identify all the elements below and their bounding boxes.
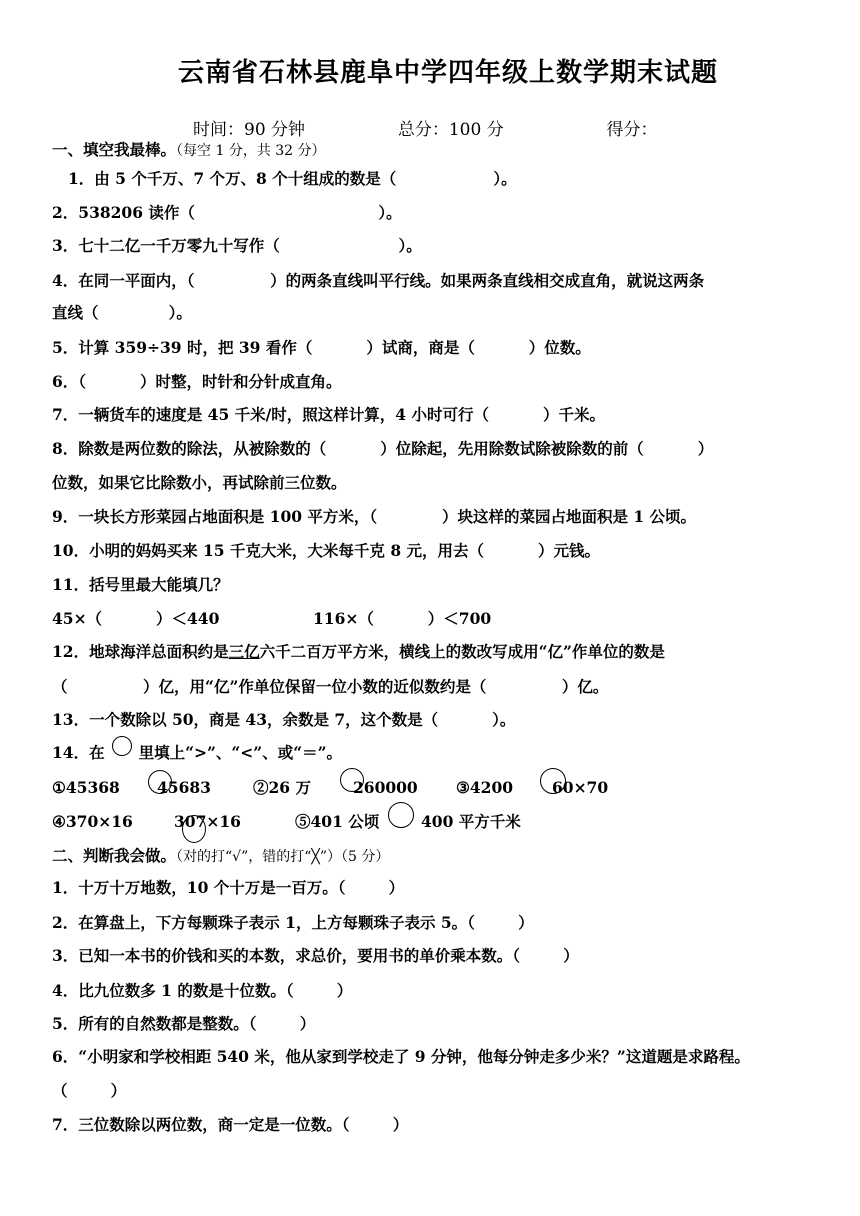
compare-3a: ③4200: [456, 778, 514, 797]
section2-note: （对的打“√”，错的打“╳”）（5 分）: [176, 849, 390, 865]
question-14-prefix: 14．在: [52, 743, 105, 762]
compare-1a: ①45368: [52, 778, 120, 797]
exam-title: 云南省石林县鹿阜中学四年级上数学期末试题: [177, 58, 718, 88]
question-12-prefix: 12．地球海洋总面积约是: [52, 642, 229, 661]
compare-3b: 60×70: [552, 778, 609, 797]
question-5: 5．计算 359÷39 时，把 39 看作（ ）试商，商是（ ）位数。: [52, 338, 591, 357]
judge-6-line-1: 6．“小明家和学校相距 540 米，他从家到学校走了 9 分钟，他每分钟走多少米？”这道题是求路程。: [52, 1047, 750, 1066]
section1-heading: 一、填空我最棒。: [52, 140, 177, 159]
question-10: 10．小明的妈妈买来 15 千克大米，大米每千克 8 元，用去（ ）元钱。: [52, 541, 600, 560]
compare-1b: 45683: [157, 778, 211, 797]
question-8-line-1: 8．除数是两位数的除法，从被除数的（ ）位除起，先用除数试除被除数的前（ ）: [52, 439, 714, 458]
question-8-line-2: 位数，如果它比除数小，再试除前三位数。: [52, 473, 347, 492]
compare-2a: ②26 万: [253, 778, 311, 797]
question-7: 7．一辆货车的速度是 45 千米/时，照这样计算，4 小时可行（ ）千米。: [52, 405, 605, 424]
question-3: 3．七十二亿一千万零九十写作（ ）。: [52, 236, 422, 255]
compare-4a: ④370×16: [52, 812, 133, 831]
question-2: 2．538206 读作（ ）。: [52, 203, 402, 222]
judge-2: 2．在算盘上，下方每颗珠子表示 1，上方每颗珠子表示 5。（ ）: [52, 913, 534, 932]
exam-total-score: 总分：100 分: [397, 120, 504, 140]
judge-5: 5．所有的自然数都是整数。（ ）: [52, 1014, 316, 1033]
question-4-line-2: 直线（ ）。: [52, 303, 192, 322]
question-1: 1．由 5 个千万、7 个万、8 个十组成的数是（ ）。: [68, 169, 517, 188]
compare-circle-1-icon[interactable]: [148, 770, 172, 794]
compare-2b: 260000: [353, 778, 418, 797]
compare-4b: 307×16: [174, 812, 241, 831]
compare-circle-3-icon[interactable]: [540, 768, 566, 794]
question-9: 9．一块长方形菜园占地面积是 100 平方米，（ ）块这样的菜园占地面积是 1 公顷。: [52, 507, 697, 526]
question-14: [52, 743, 342, 763]
compare-circle-2-icon[interactable]: [340, 768, 364, 792]
compare-circle-4-icon[interactable]: [182, 815, 206, 843]
circle-example-icon: [112, 736, 132, 756]
section1-note: （每空 1 分，共 32 分）: [176, 143, 326, 159]
question-11-b: 116×（ ）＜700: [313, 609, 492, 628]
judge-3: 3．已知一本书的价钱和买的本数，求总价，要用书的单价乘本数。（ ）: [52, 946, 579, 965]
compare-5a: ⑤401 公顷: [295, 812, 380, 831]
exam-meta: [193, 115, 658, 140]
question-12-line-1: [52, 642, 665, 662]
question-12-line-2: （ ）亿，用“亿”作单位保留一位小数的近似数约是（ ）亿。: [52, 677, 609, 696]
question-6: 6．（ ）时整，时针和分针成直角。: [52, 372, 342, 391]
question-11-a: 45×（ ）＜440: [52, 609, 220, 628]
question-12-suffix: 六千二百万平方米，横线上的数改写成用“亿”作单位的数是: [259, 642, 665, 661]
question-14-suffix: 里填上“>”、“<”、或“＝”。: [138, 743, 343, 762]
judge-4: 4．比九位数多 1 的数是十位数。（ ）: [52, 981, 353, 1000]
judge-1: 1．十万十万地数，10 个十万是一百万。（ ）: [52, 878, 405, 897]
compare-circle-5-icon[interactable]: [388, 802, 414, 828]
section2-heading: 二、判断我会做。: [52, 846, 177, 865]
exam-score-field: 得分：: [606, 120, 658, 140]
question-13: 13．一个数除以 50，商是 43，余数是 7，这个数是（ ）。: [52, 710, 516, 729]
question-12-underlined-number: 三亿: [228, 642, 260, 661]
section1-heading-line: [52, 140, 326, 161]
question-11: 11．括号里最大能填几？: [52, 575, 229, 594]
section2-heading-line: [52, 846, 389, 867]
judge-7: 7．三位数除以两位数，商一定是一位数。（ ）: [52, 1115, 409, 1134]
compare-5b: 400 平方千米: [421, 812, 521, 831]
question-4-line-1: 4．在同一平面内，（ ）的两条直线叫平行线。如果两条直线相交成直角，就说这两条: [52, 271, 705, 290]
judge-6-line-2: （ ）: [52, 1081, 127, 1100]
exam-time: 时间：90 分钟: [193, 120, 306, 140]
